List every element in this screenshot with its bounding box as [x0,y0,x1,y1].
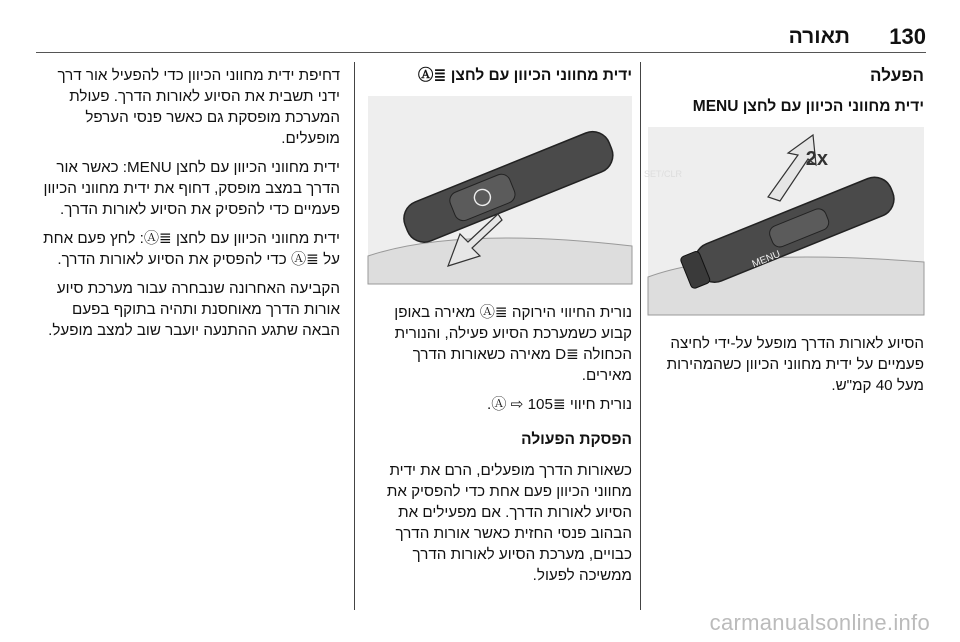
column-left [36,65,340,349]
paragraph-activation: הסיוע לאורות הדרך מופעל על-ידי לחיצה פעמיים על ידית מחווני הכיוון כשהמהירות מעל 40 קמ"ש. [666,335,924,394]
heading-activation: הפעלה [870,66,924,85]
paragraph-indicator: נורית החיווי הירוקה ≣Ⓐ מאירה באופן קבוע כשמערכת הסיוע פעילה, והנורית הכחולה ≣D מאירה כשאורות הדרך מאירים. [394,304,632,384]
header-rule [36,52,926,53]
heading-lever-auto-button: ידית מחווני הכיוון עם לחצן ≣Ⓐ [417,67,632,84]
column-right [643,65,924,404]
lever-auto-illustration [368,96,632,284]
subheading-menu-lever: ידית מחווני הכיוון עם לחצן MENU [692,98,924,115]
lever-menu-illustration [643,127,924,315]
menu-label: MENU [750,248,783,271]
page-header [0,22,960,52]
paragraph-auto-button: ידית מחווני הכיוון עם לחצן ≣Ⓐ: לחץ פעם אחת על ≣Ⓐ כדי להפסיק את הסיוע לאורות הדרך. [43,230,340,268]
paragraph-indicator-ref: נורית חיווי ≣Ⓐ ⇨ 105. [487,396,632,413]
figure-lever-auto [368,96,632,284]
paragraph-last-setting: הקביעה האחרונה שנבחרה עבור מערכת סיוע אורות הדרך מאוחסנת ותהיה בתוקף בפעם הבאה שתגע ההתנעה יועבר שוב למצב מופעל. [48,280,340,339]
paragraph-manual-high-beam: דחיפת ידית מחווני הכיוון כדי להפעיל אור דרך ידני תשבית את הסיוע לאורות הדרך. פעולת המערכת מופסקת גם כאשר פנסי הערפל מופעלים. [57,67,340,147]
times-label: 2x [805,148,828,170]
set-clr-label: SET/CLR [643,169,682,179]
column-divider-left [354,62,355,610]
figure-lever-menu [643,127,924,315]
section-title: תאורה [788,25,850,48]
heading-deactivation: הפסקת הפעולה [521,431,632,448]
paragraph-deactivation: כשאורות הדרך מופעלים, הרם את ידית מחווני הכיוון פעם אחת כדי להפסיק את הסיוע לאורות הדרך. אם מפעילים את הבהוב פנסי החזית כאשר אורות הדרך כבויים, מערכת הסיוע לאורות הדרך ממשיכה לפעול. [386,462,632,584]
page-number: 130 [889,24,926,49]
column-middle [368,65,632,594]
paragraph-menu-lever: ידית מחווני הכיוון עם לחצן MENU: כאשר אור הדרך במצב מופסק, דחוף את ידית מחווני הכיוון פעמיים כדי להפסיק את הסיוע לאורות הדרך. [43,159,340,218]
column-divider-right [640,62,641,610]
watermark: carmanualsonline.info [709,610,930,635]
